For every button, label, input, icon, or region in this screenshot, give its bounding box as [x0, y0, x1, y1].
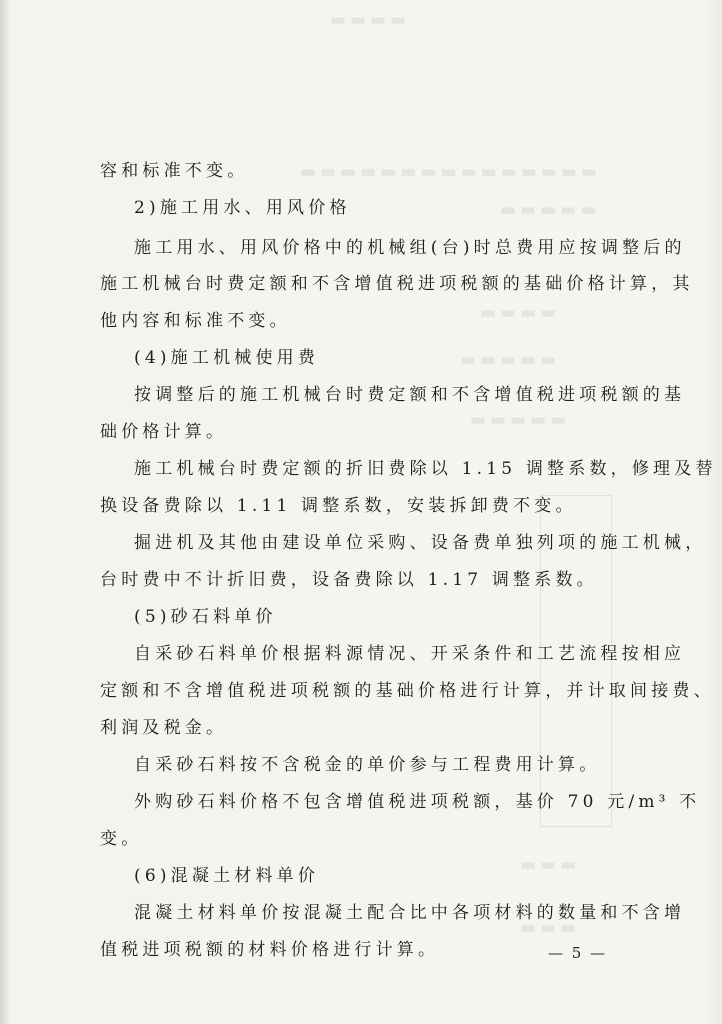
text-line-1: 容和标准不变。: [100, 161, 249, 181]
bleed-through-text: ▬▬▬▬▬: [460, 350, 561, 370]
bleed-through-text: ▬▬▬: [520, 855, 581, 875]
bleed-through-text: ▬▬▬▬▬: [500, 200, 601, 220]
text-line-10: 换设备费除以 1.11 调整系数，安装拆卸费不变。: [100, 496, 577, 516]
text-line-12: 台时费中不计折旧费，设备费除以 1.17 调整系数。: [100, 570, 598, 590]
text-line-11: 掘进机及其他由建设单位采购、设备费单独列项的施工机械，: [134, 533, 707, 553]
section-heading-water-air: 2)施工用水、用风价格: [134, 198, 351, 218]
text-line-3: 施工用水、用风价格中的机械组(台)时总费用应按调整后的: [134, 238, 686, 258]
text-line-7: 按调整后的施工机械台时费定额和不含增值税进项税额的基: [134, 385, 686, 405]
page-number: — 5 —: [548, 944, 608, 962]
bleed-through-text: ▬▬▬▬▬: [470, 410, 571, 430]
section-heading-machinery: (4)施工机械使用费: [134, 348, 320, 368]
text-line-5: 他内容和标准不变。: [100, 311, 291, 331]
scan-edge-shadow: [0, 0, 10, 1024]
bleed-through-text: ▬▬▬: [520, 918, 581, 938]
text-line-21: 混凝土材料单价按混凝土配合比中各项材料的数量和不含增: [134, 903, 686, 923]
section-heading-sand-gravel: (5)砂石料单价: [134, 607, 277, 627]
text-line-16: 利润及税金。: [100, 718, 228, 738]
text-line-9: 施工机械台时费定额的折旧费除以 1.15 调整系数，修理及替: [134, 459, 717, 479]
text-line-22: 值税进项税额的材料价格进行计算。: [100, 940, 440, 960]
text-line-18: 外购砂石料价格不包含增值税进项税额，基价 70 元/m³ 不: [134, 792, 701, 812]
text-line-14: 自采砂石料单价根据料源情况、开采条件和工艺流程按相应: [134, 644, 686, 664]
text-line-8: 础价格计算。: [100, 422, 228, 442]
bleed-through-text: ▬▬▬▬: [330, 10, 411, 30]
section-heading-concrete: (6)混凝土材料单价: [134, 866, 320, 886]
bleed-through-text: ▬▬▬▬: [480, 303, 561, 323]
text-line-19: 变。: [100, 829, 143, 849]
text-line-17: 自采砂石料按不含税金的单价参与工程费用计算。: [134, 755, 601, 775]
text-line-15: 定额和不含增值税进项税额的基础价格进行计算，并计取间接费、: [100, 681, 715, 701]
text-line-4: 施工机械台时费定额和不含增值税进项税额的基础价格计算，其: [100, 274, 694, 294]
bleed-through-text: ▬▬▬▬▬▬▬▬▬▬▬▬▬▬▬: [300, 162, 601, 182]
